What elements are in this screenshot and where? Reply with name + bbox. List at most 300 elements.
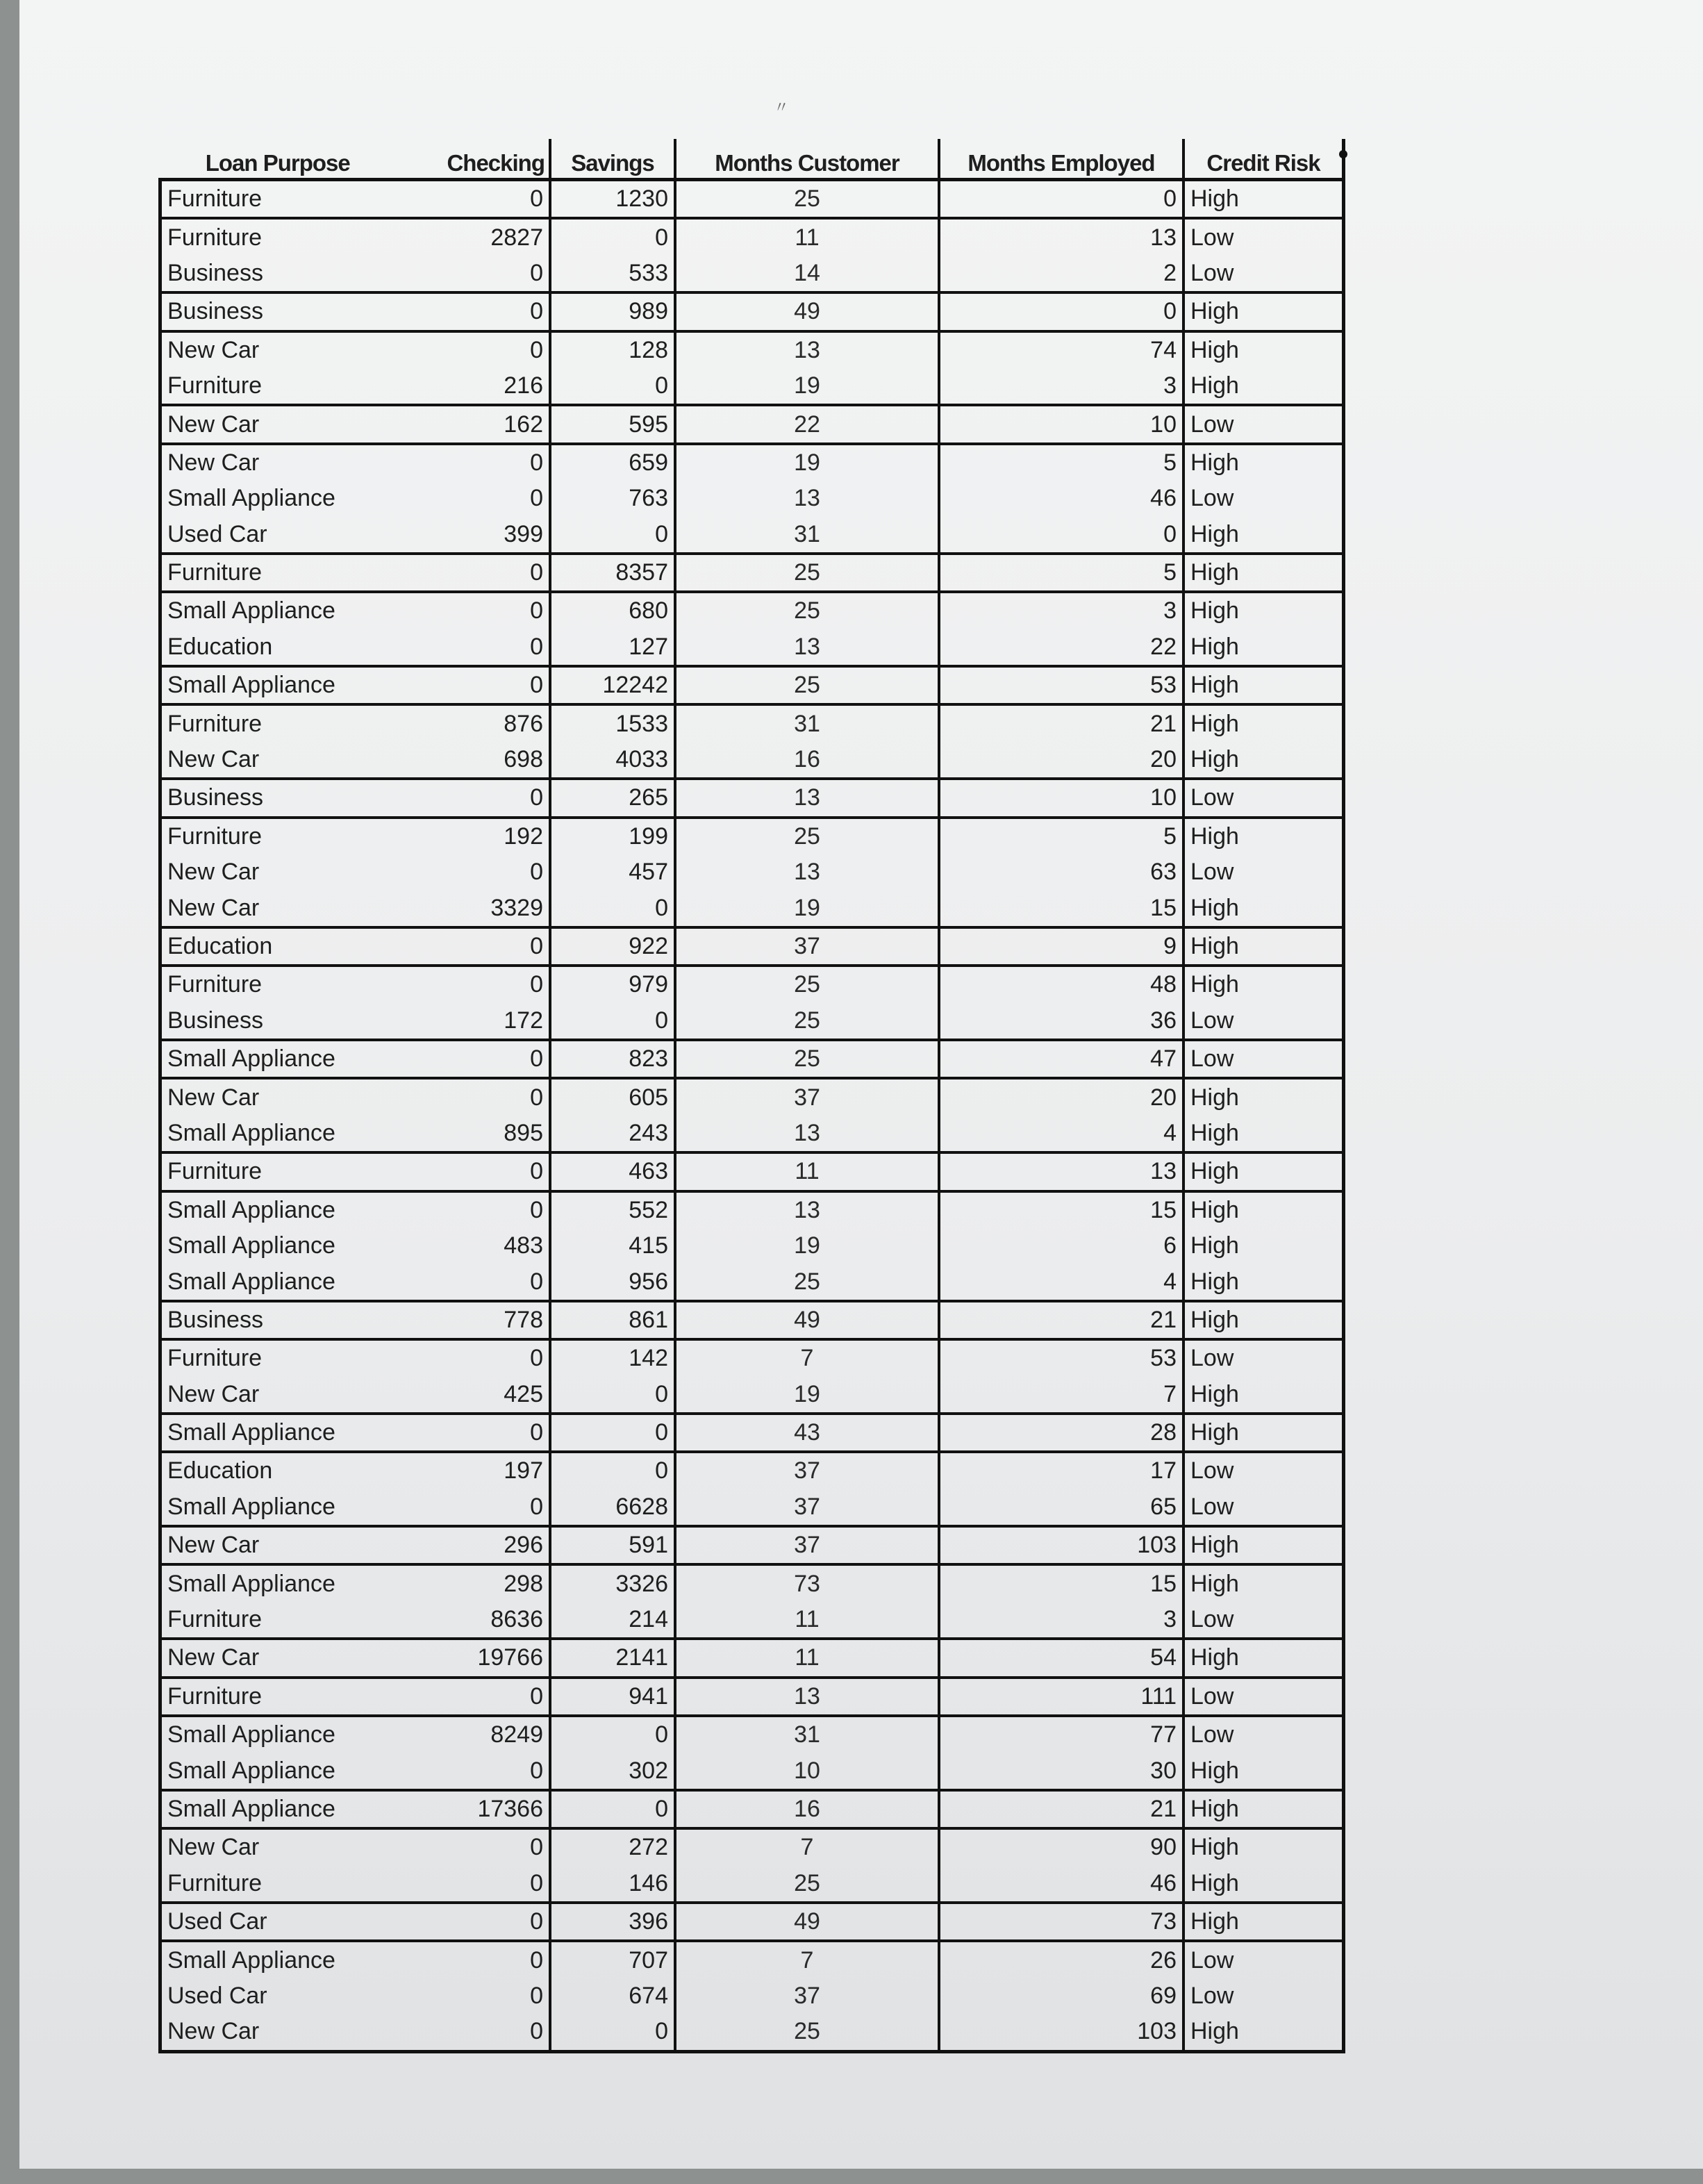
months-employed-cell: 54 [939,1639,1183,1677]
months-customer-cell: 13 [675,1678,939,1716]
checking-cell: 0 [395,180,550,219]
checking-cell: 0 [395,1264,550,1300]
savings-cell: 922 [550,927,675,966]
savings-cell: 659 [550,444,675,481]
checking-cell: 0 [395,1191,550,1228]
months-employed-cell: 73 [939,1903,1183,1941]
savings-cell: 3326 [550,1564,675,1601]
months-customer-cell: 13 [675,331,939,368]
savings-cell: 552 [550,1191,675,1228]
savings-cell: 146 [550,1866,675,1903]
loan-purpose-cell: Small Appliance [160,1564,396,1601]
checking-cell: 298 [395,1564,550,1601]
checking-cell: 0 [395,629,550,666]
table-row [160,481,1344,516]
months-employed-cell: 2 [939,256,1183,292]
months-customer-cell: 11 [675,1152,939,1191]
months-customer-cell: 37 [675,1978,939,2014]
header-months-customer: Months Customer [675,139,939,180]
loan-purpose-cell: Furniture [160,218,396,255]
months-customer-cell: 16 [675,742,939,779]
table-row [160,331,1344,368]
loan-purpose-cell: New Car [160,890,396,927]
savings-cell: 0 [550,1452,675,1489]
checking-cell: 0 [395,1903,550,1941]
credit-risk-cell: High [1183,1414,1344,1452]
months-employed-cell: 47 [939,1040,1183,1078]
loan-purpose-cell: Furniture [160,368,396,405]
loan-purpose-cell: Business [160,1301,396,1339]
checking-cell: 0 [395,1753,550,1789]
table-row [160,1903,1344,1941]
months-employed-cell: 3 [939,592,1183,629]
checking-cell: 0 [395,1866,550,1903]
savings-cell: 0 [550,1377,675,1414]
months-employed-cell: 21 [939,1301,1183,1339]
table-row [160,1526,1344,1564]
months-customer-cell: 13 [675,854,939,890]
months-employed-cell: 20 [939,1078,1183,1115]
months-customer-cell: 31 [675,517,939,554]
months-employed-cell: 74 [939,331,1183,368]
savings-cell: 0 [550,368,675,405]
checking-cell: 895 [395,1116,550,1152]
months-employed-cell: 111 [939,1678,1183,1716]
months-customer-cell: 25 [675,666,939,704]
months-employed-cell: 36 [939,1003,1183,1040]
loan-purpose-cell: Used Car [160,517,396,554]
months-employed-cell: 46 [939,1866,1183,1903]
months-employed-cell: 4 [939,1264,1183,1300]
checking-cell: 0 [395,1339,550,1376]
credit-risk-cell: High [1183,1264,1344,1300]
loan-purpose-cell: New Car [160,1078,396,1115]
header-savings: Savings [550,139,675,180]
months-customer-cell: 25 [675,554,939,592]
checking-cell: 0 [395,1978,550,2014]
savings-cell: 823 [550,1040,675,1078]
months-employed-cell: 3 [939,368,1183,405]
credit-risk-cell: Low [1183,218,1344,255]
loan-purpose-cell: Small Appliance [160,666,396,704]
loan-purpose-cell: Furniture [160,1678,396,1716]
savings-cell: 0 [550,517,675,554]
credit-risk-cell: High [1183,1903,1344,1941]
months-employed-cell: 103 [939,2014,1183,2051]
months-employed-cell: 10 [939,779,1183,817]
savings-cell: 595 [550,405,675,443]
checking-cell: 0 [395,1489,550,1526]
credit-risk-cell: High [1183,890,1344,927]
credit-risk-cell: Low [1183,1040,1344,1078]
table-row [160,1414,1344,1452]
credit-risk-cell: High [1183,1191,1344,1228]
months-employed-cell: 46 [939,481,1183,516]
loan-purpose-cell: Furniture [160,554,396,592]
checking-cell: 425 [395,1377,550,1414]
loan-purpose-cell: Furniture [160,180,396,219]
table-row [160,818,1344,854]
loan-purpose-cell: Used Car [160,1903,396,1941]
savings-cell: 302 [550,1753,675,1789]
credit-risk-cell: High [1183,1152,1344,1191]
checking-cell: 0 [395,481,550,516]
savings-cell: 941 [550,1678,675,1716]
checking-cell: 0 [395,779,550,817]
months-employed-cell: 77 [939,1716,1183,1753]
months-employed-cell: 53 [939,1339,1183,1376]
checking-cell: 17366 [395,1790,550,1828]
months-customer-cell: 73 [675,1564,939,1601]
loan-purpose-cell: Furniture [160,818,396,854]
checking-cell: 0 [395,444,550,481]
loan-purpose-cell: Small Appliance [160,1716,396,1753]
loan-purpose-cell: Small Appliance [160,1414,396,1452]
table-row [160,1003,1344,1040]
checking-cell: 192 [395,818,550,854]
months-employed-cell: 3 [939,1602,1183,1639]
table-row [160,890,1344,927]
credit-risk-cell: Low [1183,1003,1344,1040]
savings-cell: 533 [550,256,675,292]
loan-purpose-cell: Furniture [160,966,396,1002]
checking-cell: 172 [395,1003,550,1040]
months-employed-cell: 28 [939,1414,1183,1452]
checking-cell: 0 [395,1828,550,1865]
table-row [160,180,1344,219]
loan-purpose-cell: Small Appliance [160,592,396,629]
savings-cell: 1230 [550,180,675,219]
checking-cell: 698 [395,742,550,779]
months-employed-cell: 65 [939,1489,1183,1526]
savings-cell: 199 [550,818,675,854]
savings-cell: 457 [550,854,675,890]
checking-cell: 216 [395,368,550,405]
checking-cell: 0 [395,1078,550,1115]
months-customer-cell: 11 [675,1602,939,1639]
months-customer-cell: 25 [675,1264,939,1300]
loan-purpose-cell: New Car [160,1639,396,1677]
loan-purpose-cell: New Car [160,331,396,368]
months-employed-cell: 48 [939,966,1183,1002]
credit-risk-cell: High [1183,1526,1344,1564]
checking-cell: 19766 [395,1639,550,1677]
bullet-dot [1339,150,1347,158]
loan-purpose-cell: New Car [160,1377,396,1414]
checking-cell: 0 [395,666,550,704]
months-employed-cell: 53 [939,666,1183,704]
credit-risk-cell: Low [1183,1716,1344,1753]
credit-risk-cell: High [1183,1564,1344,1601]
months-employed-cell: 13 [939,218,1183,255]
table-row [160,742,1344,779]
savings-cell: 128 [550,331,675,368]
checking-cell: 0 [395,854,550,890]
loan-purpose-cell: Small Appliance [160,1264,396,1300]
savings-cell: 1533 [550,704,675,741]
loan-purpose-cell: New Car [160,2014,396,2051]
checking-cell: 3329 [395,890,550,927]
months-customer-cell: 13 [675,1116,939,1152]
loan-purpose-cell: Small Appliance [160,481,396,516]
months-customer-cell: 16 [675,1790,939,1828]
savings-cell: 214 [550,1602,675,1639]
credit-risk-cell: High [1183,331,1344,368]
months-customer-cell: 43 [675,1414,939,1452]
months-employed-cell: 15 [939,890,1183,927]
table-row [160,1828,1344,1865]
months-customer-cell: 25 [675,1040,939,1078]
months-employed-cell: 15 [939,1191,1183,1228]
table-row [160,1790,1344,1828]
credit-risk-cell: Low [1183,854,1344,890]
months-employed-cell: 0 [939,517,1183,554]
credit-risk-cell: Low [1183,1489,1344,1526]
table-row [160,256,1344,292]
savings-cell: 763 [550,481,675,516]
credit-risk-cell: High [1183,927,1344,966]
checking-cell: 0 [395,2014,550,2051]
months-customer-cell: 19 [675,444,939,481]
loan-purpose-cell: Small Appliance [160,1941,396,1978]
savings-cell: 707 [550,1941,675,1978]
credit-risk-cell: High [1183,444,1344,481]
header-checking: Checking [395,139,550,180]
monitor-screen [19,0,1703,2169]
table-row [160,1339,1344,1376]
months-customer-cell: 25 [675,1003,939,1040]
loan-purpose-cell: Small Appliance [160,1489,396,1526]
checking-cell: 2827 [395,218,550,255]
months-employed-cell: 22 [939,629,1183,666]
table-row [160,1152,1344,1191]
savings-cell: 272 [550,1828,675,1865]
credit-risk-cell: High [1183,1078,1344,1115]
loan-purpose-cell: Furniture [160,1866,396,1903]
months-customer-cell: 25 [675,818,939,854]
table-row [160,1639,1344,1677]
months-employed-cell: 30 [939,1753,1183,1789]
table-row [160,218,1344,255]
table-row [160,1602,1344,1639]
credit-risk-cell: High [1183,1228,1344,1264]
savings-cell: 0 [550,1790,675,1828]
credit-risk-cell: High [1183,1639,1344,1677]
months-customer-cell: 37 [675,1526,939,1564]
savings-cell: 0 [550,218,675,255]
months-employed-cell: 9 [939,927,1183,966]
months-customer-cell: 13 [675,779,939,817]
credit-risk-cell: High [1183,517,1344,554]
savings-cell: 0 [550,2014,675,2051]
table-row [160,1452,1344,1489]
months-customer-cell: 25 [675,1866,939,1903]
loan-purpose-cell: Business [160,256,396,292]
credit-risk-cell: High [1183,292,1344,331]
savings-cell: 243 [550,1116,675,1152]
table-row [160,368,1344,405]
checking-cell: 0 [395,592,550,629]
loan-purpose-cell: New Car [160,1526,396,1564]
credit-risk-cell: Low [1183,1941,1344,1978]
months-customer-cell: 19 [675,890,939,927]
loan-purpose-cell: New Car [160,854,396,890]
checking-cell: 876 [395,704,550,741]
checking-cell: 0 [395,1040,550,1078]
months-customer-cell: 49 [675,1903,939,1941]
table-row [160,666,1344,704]
table-row [160,629,1344,666]
checking-cell: 162 [395,405,550,443]
months-employed-cell: 15 [939,1564,1183,1601]
months-customer-cell: 37 [675,927,939,966]
credit-risk-cell: Low [1183,779,1344,817]
months-customer-cell: 25 [675,592,939,629]
loan-purpose-cell: Furniture [160,1602,396,1639]
savings-cell: 4033 [550,742,675,779]
savings-cell: 0 [550,1716,675,1753]
checking-cell: 399 [395,517,550,554]
credit-risk-cell: Low [1183,405,1344,443]
savings-cell: 680 [550,592,675,629]
header-row [160,139,1344,180]
credit-risk-cell: High [1183,554,1344,592]
table-row [160,1941,1344,1978]
months-customer-cell: 7 [675,1828,939,1865]
table-row [160,854,1344,890]
loan-purpose-cell: New Car [160,742,396,779]
months-customer-cell: 49 [675,292,939,331]
table-row [160,1866,1344,1903]
table-row [160,1078,1344,1115]
loan-purpose-cell: Small Appliance [160,1790,396,1828]
months-employed-cell: 0 [939,180,1183,219]
savings-cell: 605 [550,1078,675,1115]
credit-risk-cell: High [1183,818,1344,854]
table-row [160,704,1344,741]
loan-purpose-cell: Small Appliance [160,1116,396,1152]
credit-risk-cell: High [1183,966,1344,1002]
table-row [160,927,1344,966]
table-row [160,405,1344,443]
checking-cell: 0 [395,1941,550,1978]
checking-cell: 197 [395,1452,550,1489]
table-row [160,554,1344,592]
months-customer-cell: 11 [675,1639,939,1677]
loan-purpose-cell: Small Appliance [160,1753,396,1789]
loan-purpose-cell: New Car [160,405,396,443]
savings-cell: 12242 [550,666,675,704]
months-customer-cell: 49 [675,1301,939,1339]
table-row [160,2014,1344,2051]
savings-cell: 415 [550,1228,675,1264]
savings-cell: 0 [550,1414,675,1452]
credit-risk-cell: Low [1183,1602,1344,1639]
table-row [160,1978,1344,2014]
credit-risk-table [158,139,1345,2053]
loan-purpose-cell: Furniture [160,704,396,741]
checking-cell: 778 [395,1301,550,1339]
savings-cell: 861 [550,1301,675,1339]
credit-risk-cell: Low [1183,1452,1344,1489]
months-customer-cell: 19 [675,368,939,405]
header-months-employed: Months Employed [939,139,1183,180]
table-row [160,1564,1344,1601]
months-customer-cell: 37 [675,1452,939,1489]
months-employed-cell: 4 [939,1116,1183,1152]
savings-cell: 6628 [550,1489,675,1526]
months-customer-cell: 14 [675,256,939,292]
months-customer-cell: 13 [675,1191,939,1228]
table-row [160,1040,1344,1078]
checking-cell: 0 [395,331,550,368]
months-customer-cell: 19 [675,1228,939,1264]
credit-risk-cell: High [1183,1866,1344,1903]
credit-risk-cell: High [1183,1301,1344,1339]
credit-risk-cell: Low [1183,481,1344,516]
months-customer-cell: 13 [675,481,939,516]
savings-cell: 956 [550,1264,675,1300]
loan-purpose-cell: Used Car [160,1978,396,2014]
loan-purpose-cell: New Car [160,444,396,481]
table-row [160,592,1344,629]
checking-cell: 8249 [395,1716,550,1753]
checking-cell: 483 [395,1228,550,1264]
savings-cell: 396 [550,1903,675,1941]
credit-risk-cell: High [1183,1377,1344,1414]
checking-cell: 0 [395,1152,550,1191]
months-employed-cell: 7 [939,1377,1183,1414]
credit-risk-cell: High [1183,629,1344,666]
savings-cell: 674 [550,1978,675,2014]
loan-purpose-cell: Business [160,1003,396,1040]
credit-risk-cell: High [1183,742,1344,779]
months-employed-cell: 63 [939,854,1183,890]
months-employed-cell: 5 [939,444,1183,481]
months-customer-cell: 25 [675,966,939,1002]
savings-cell: 8357 [550,554,675,592]
credit-risk-cell: Low [1183,1339,1344,1376]
months-customer-cell: 10 [675,1753,939,1789]
credit-risk-cell: Low [1183,256,1344,292]
table-body [160,180,1344,2052]
loan-purpose-cell: Education [160,629,396,666]
loan-purpose-cell: Small Appliance [160,1040,396,1078]
table-row [160,1228,1344,1264]
months-employed-cell: 0 [939,292,1183,331]
table-row [160,1753,1344,1789]
table-row [160,1116,1344,1152]
credit-risk-cell: High [1183,704,1344,741]
checking-cell: 0 [395,292,550,331]
checking-cell: 0 [395,256,550,292]
months-employed-cell: 21 [939,704,1183,741]
months-employed-cell: 17 [939,1452,1183,1489]
header-credit-risk: Credit Risk [1183,139,1344,180]
credit-risk-cell: High [1183,592,1344,629]
months-customer-cell: 31 [675,1716,939,1753]
checking-cell: 8636 [395,1602,550,1639]
credit-risk-cell: High [1183,1753,1344,1789]
loan-purpose-cell: Furniture [160,1152,396,1191]
months-employed-cell: 21 [939,1790,1183,1828]
months-customer-cell: 37 [675,1489,939,1526]
savings-cell: 463 [550,1152,675,1191]
table-row [160,779,1344,817]
savings-cell: 265 [550,779,675,817]
savings-cell: 0 [550,1003,675,1040]
loan-purpose-cell: Education [160,927,396,966]
